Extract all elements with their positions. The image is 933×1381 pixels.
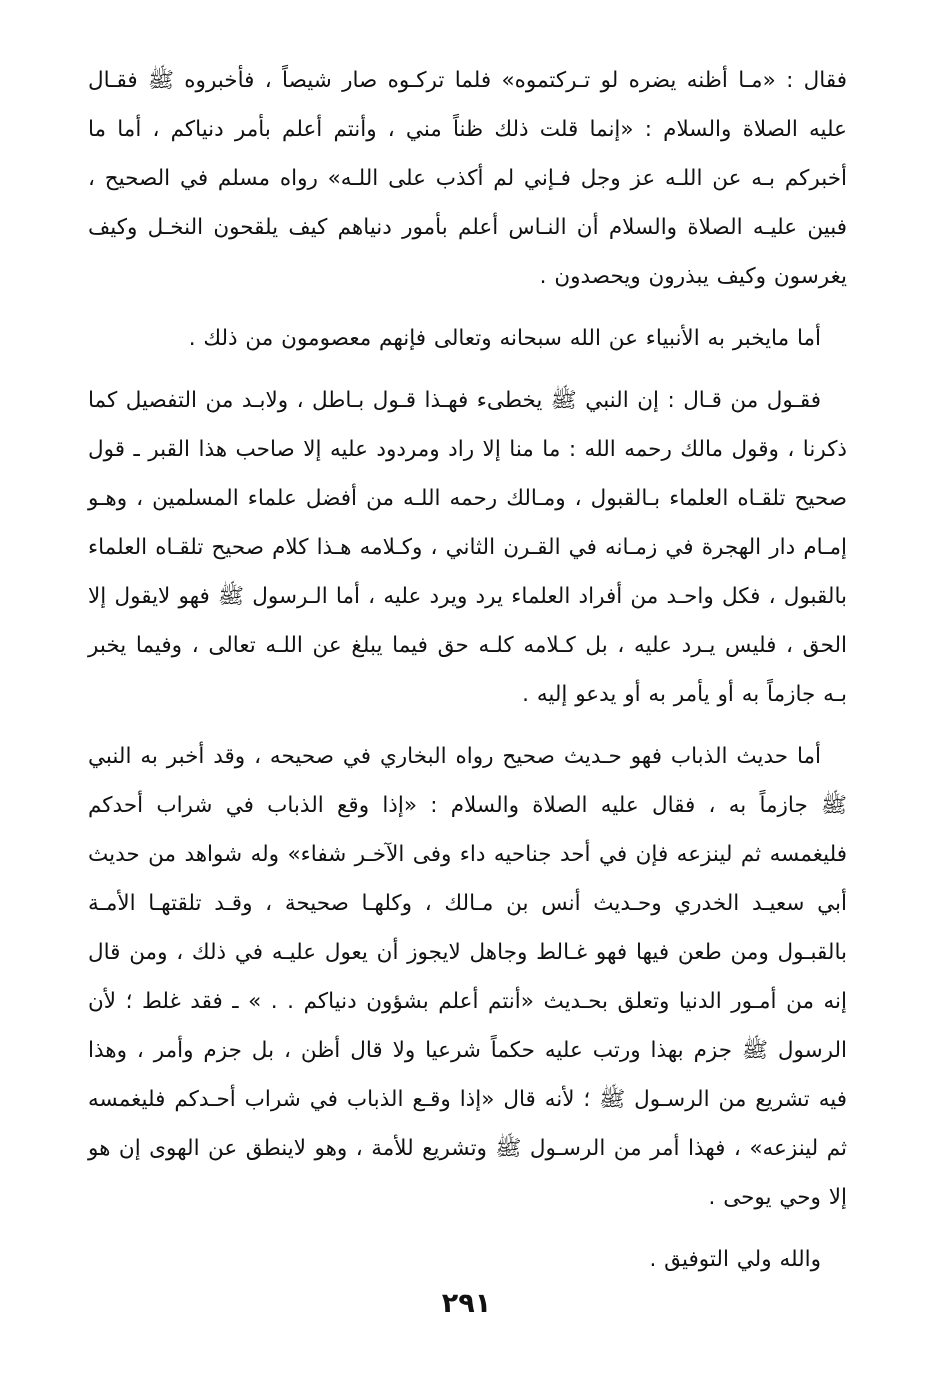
- paragraph-prophets-infallibility: أما مايخبر به الأنبياء عن الله سبحانه وتعالى فإنهم معصومون من ذلك .: [188, 326, 821, 351]
- paragraph-palm-pollination-hadith: فقال : «مـا أظنه يضره لو تـركتموه» فلما تركـوه صار شيصاً ، فأخبروه ﷺ فقـال عليه الصلاة والسلام : «إنما قلت ذلك ظناً مني ، وأنتم أعلم بأمر دنياكم ، أما ما أخبركم بـه عن اللـه عز وجل فـإني لم أكذب على اللـه» رواه مسلم في الصحيح ، فبين عليـه الصلاة والسلام أن النـاس أعلم بأمور دنياهم كيف يلقحون النخـل وكيف يغرسون وكيف يبذرون ويحصدون .: [88, 68, 847, 289]
- page-number: ٢٩١: [441, 1288, 492, 1319]
- paragraph-fly-hadith: أما حديث الذباب فهو حـديث صحيح رواه البخاري في صحيحه ، وقد أخبر به النبي ﷺ جازماً به ، فقال عليه الصلاة والسلام : «إذا وقع الذباب في شراب أحدكم فليغمسه ثم لينزعه فإن في أحد جناحيه داء وفى الآخـر شفاء» وله شواهد من حديث أبي سعيـد الخدري وحـديث أنس بن مـالك ، وكلهـا صحيحة ، وقـد تلقتهـا الأمـة بالقبـول ومن طعن فيها فهو غـالط وجاهل لايجوز أن يعول عليـه في ذلك ، ومن قال إنه من أمـور الدنيا وتعلق بحـديث «أنتم أعلم بشؤون دنياكم . . » ـ فقد غلط ؛ لأن الرسول ﷺ جزم بهذا ورتب عليه حكماً شرعيا ولا قال أظن ، بل جزم وأمر ، وهذا فيه تشريع من الرسـول ﷺ ؛ لأنه قال «إذا وقـع الذباب في شراب أحـدكم فليغمسه ثم لينزعه» ، فهذا أمر من الرسـول ﷺ وتشريع للأمة ، وهو لاينطق عن الهوى إن هو إلا وحي يوحى .: [88, 744, 847, 1210]
- paragraph-closing: والله ولي التوفيق .: [649, 1247, 821, 1272]
- paragraph-malik-saying: فقـول من قـال : إن النبي ﷺ يخطىء فهـذا قـول بـاطل ، ولابـد من التفصيل كما ذكرنا ، وقول مالك رحمه الله : ما منا إلا راد ومردود عليه إلا صاحب هذا القبر ـ قول صحيح تلقـاه العلماء بـالقبول ، ومـالك رحمه اللـه من أفضل علماء المسلمين ، وهـو إمـام دار الهجرة في زمـانه في القـرن الثاني ، وكـلامه هـذا كلام صحيح تلقـاه العلماء بالقبول ، فكل واحـد من أفراد العلماء يرد ويرد عليه ، أما الـرسول ﷺ فهو لايقول إلا الحق ، فليس يـرد عليه ، بل كـلامه كلـه حق فيما يبلغ عن اللـه تعالى ، وفيما يخبر بـه جازماً به أو يأمر به أو يدعو إليه .: [88, 388, 847, 707]
